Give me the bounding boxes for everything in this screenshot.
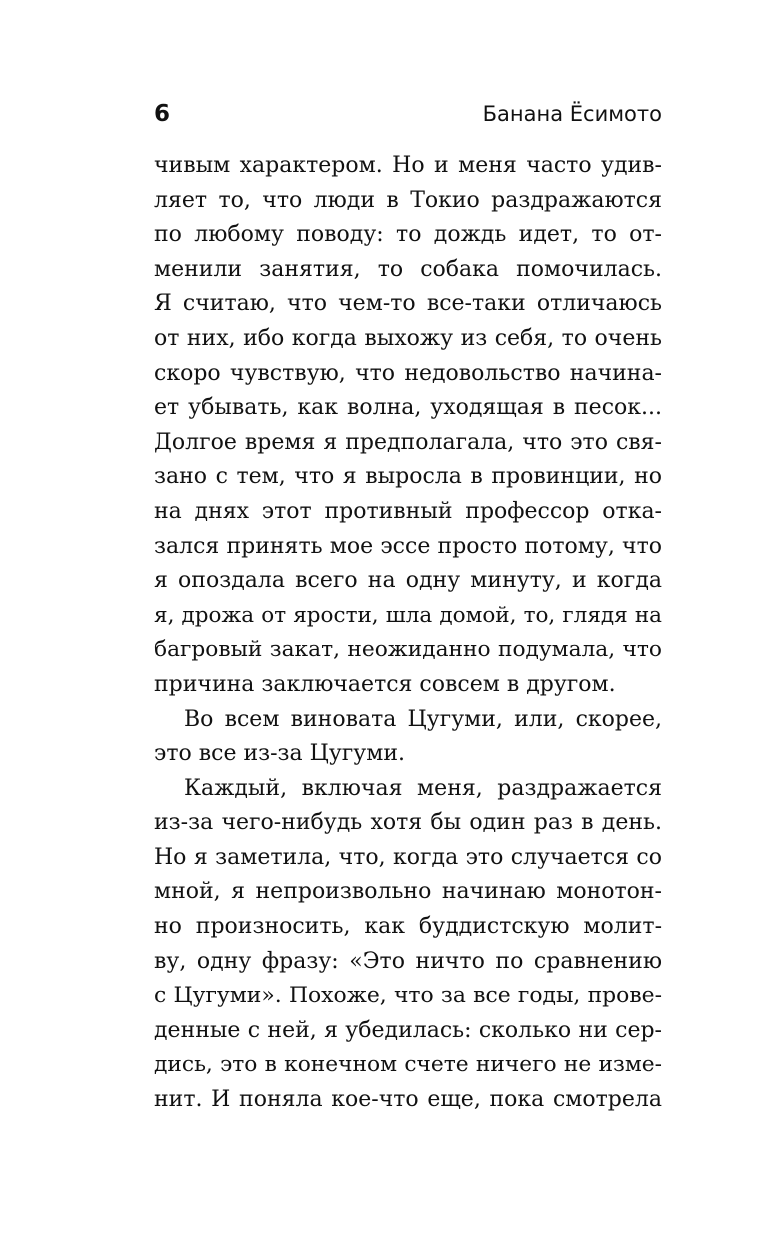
text-line: денные с ней, я убедилась: сколько ни сер- [154,1017,662,1043]
text-line: ет убывать, как волна, уходящая в песок... [154,395,662,421]
text-line: Во всем виновата Цугуми, или, скорее, [184,706,662,732]
text-line: мной, я непроизвольно начинаю монотон- [154,879,662,905]
text-line: дись, это в конечном счете ничего не изме- [154,1052,662,1078]
text-line: менили занятия, то собака помочилась. [154,256,662,282]
text-line: чивым характером. Но и меня часто удив- [154,153,662,178]
text-line: Но я заметила, что, когда это случается со [154,844,662,870]
text-line: с Цугуми». Похоже, что за все годы, прове- [154,983,662,1009]
text-line: багровый закат, неожиданно подумала, что [154,637,662,663]
text-line: причина заключается совсем в другом. [154,671,616,697]
text-line: из-за чего-нибудь хотя бы один раз в день. [154,810,662,836]
text-line: ву, одну фразу: «Это ничто по сравнению [154,948,662,974]
text-line: ляет то, что люди в Токио раздражаются [154,187,662,213]
text-line: от них, ибо когда выхожу из себя, то очень [154,325,662,351]
text-line: зался принять мое эссе просто потому, что [154,533,662,559]
text-line: я опоздала всего на одну минуту, и когда [154,568,662,594]
running-header-author: Банана Ёсимото [482,102,662,126]
text-line: это все из-за Цугуми. [154,741,406,767]
text-line: Каждый, включая меня, раздражается [184,775,662,801]
text-line: на днях этот противный профессор отка- [154,498,662,524]
text-line: я, дрожа от ярости, шла домой, то, глядя на [154,602,662,628]
page-number: 6 [154,101,171,127]
text-line: Долгое время я предполагала, что это свя- [154,429,662,455]
text-line: Я считаю, что чем-то все-таки отличаюсь [154,291,662,317]
text-line: по любому поводу: то дождь идет, то от- [154,222,662,248]
text-line: зано с тем, что я выросла в провинции, но [154,464,662,490]
text-line: скоро чувствую, что недовольство начина- [154,360,662,386]
text-line: но произносить, как буддистскую молит- [154,914,662,940]
body-text [154,149,662,1118]
text-line: нит. И поняла кое-что еще, пока смотрела [154,1087,662,1113]
